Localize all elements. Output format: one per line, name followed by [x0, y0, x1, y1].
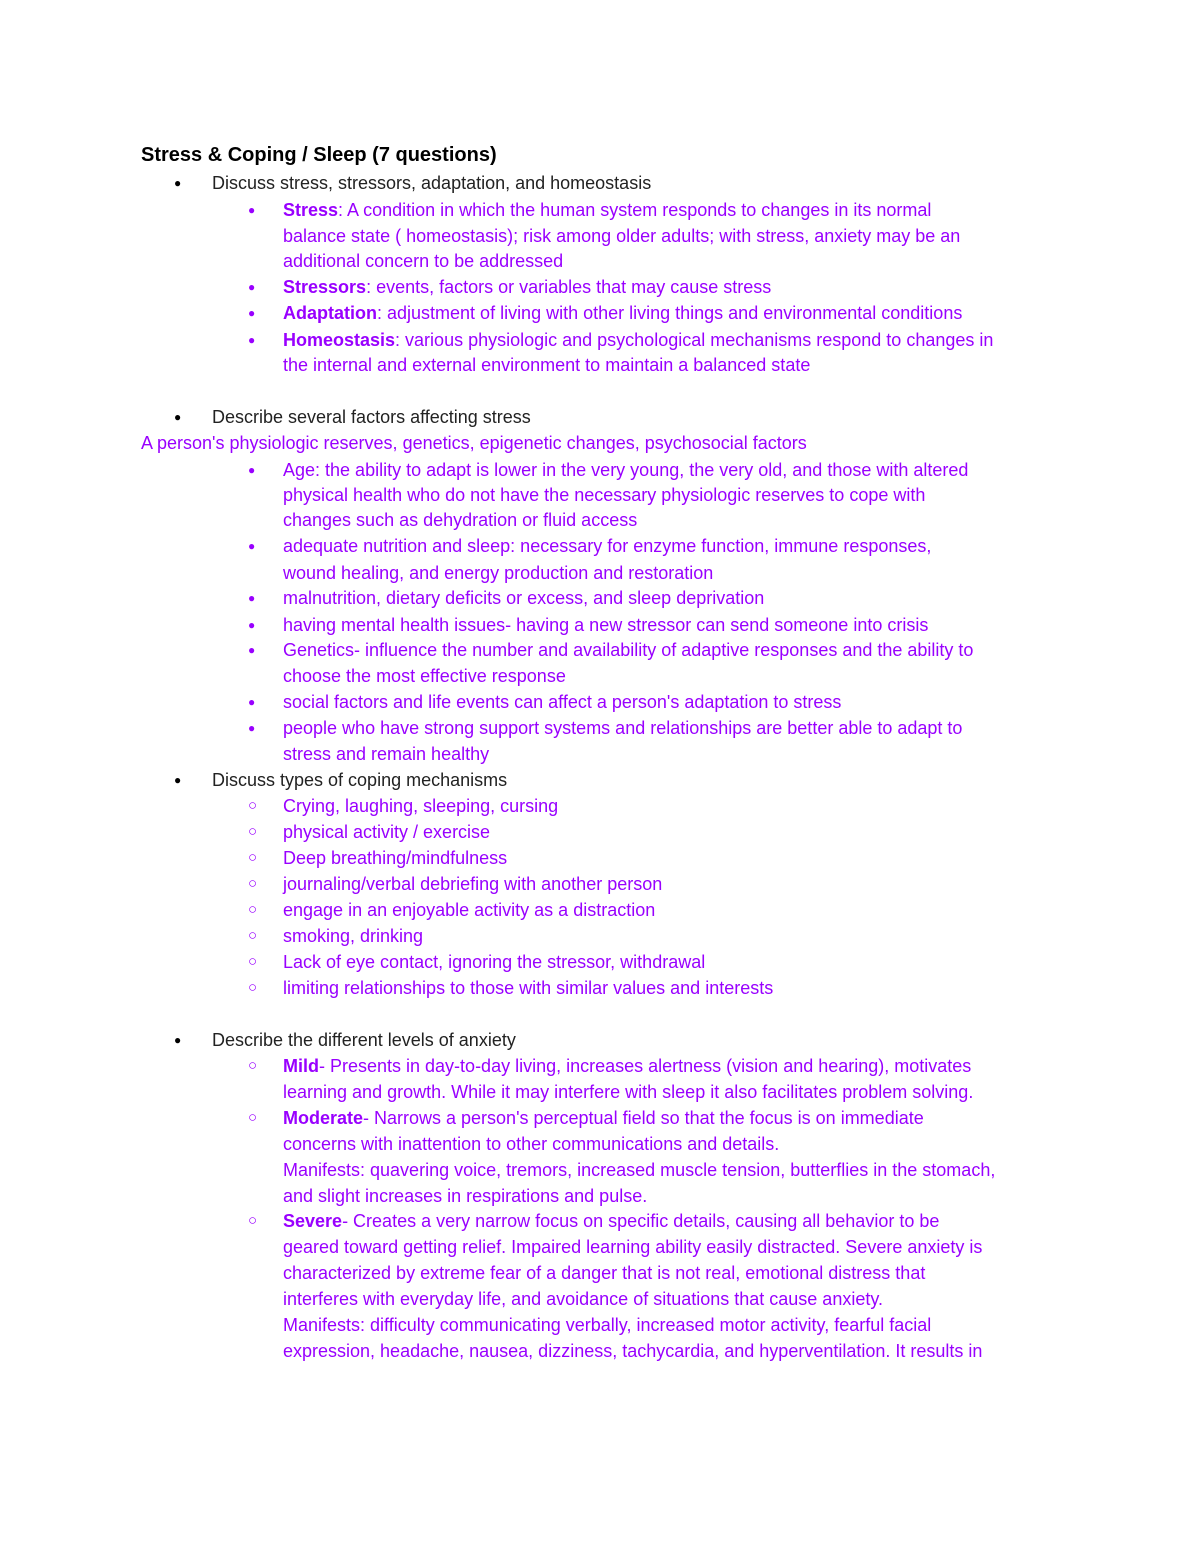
definition: - Narrows a person's perceptual field so that the focus is on immediate: [363, 1108, 924, 1128]
list-item-continuation: physical health who do not have the necessary physiologic reserves to cope with: [283, 485, 926, 505]
circle-bullet-icon: ○: [248, 1109, 258, 1126]
list-item: Lack of eye contact, ignoring the stressor, withdrawal: [283, 952, 706, 972]
bullet-icon: ●: [248, 333, 256, 347]
term: Stressors: [283, 277, 367, 297]
bullet-icon: ●: [248, 280, 256, 294]
circle-bullet-icon: ○: [248, 927, 258, 944]
list-item-continuation: and slight increases in respirations and pulse.: [283, 1186, 648, 1206]
section-intro: A person's physiologic reserves, genetics, epigenetic changes, psychosocial factors: [141, 433, 807, 453]
list-item: [283, 197, 931, 223]
term: Mild: [283, 1056, 319, 1076]
circle-bullet-icon: ○: [248, 1212, 258, 1229]
circle-bullet-icon: ○: [248, 849, 258, 866]
section-heading: Describe the different levels of anxiety: [212, 1030, 516, 1050]
term: Adaptation: [283, 303, 377, 323]
list-item: engage in an enjoyable activity as a distraction: [283, 900, 656, 920]
bullet-icon: ●: [174, 410, 182, 424]
term: Stress: [283, 200, 339, 220]
bullet-icon: ●: [248, 203, 256, 217]
bullet-icon: ●: [248, 695, 256, 709]
circle-bullet-icon: ○: [248, 953, 258, 970]
list-item: [283, 1105, 924, 1131]
list-item-continuation: learning and growth. While it may interfere with sleep it also facilitates problem solving.: [283, 1082, 974, 1102]
circle-bullet-icon: ○: [248, 901, 258, 918]
definition: : events, factors or variables that may cause stress: [366, 277, 772, 297]
list-item-continuation: wound healing, and energy production and restoration: [283, 563, 714, 583]
list-item: social factors and life events can affect a person's adaptation to stress: [283, 692, 842, 712]
list-item-continuation: Manifests: difficulty communicating verbally, increased motor activity, fearful facial: [283, 1315, 932, 1335]
list-item: smoking, drinking: [283, 926, 424, 946]
definition: - Creates a very narrow focus on specific details, causing all behavior to be: [342, 1211, 940, 1231]
bullet-icon: ●: [248, 463, 256, 477]
circle-bullet-icon: ○: [248, 979, 258, 996]
definition: : adjustment of living with other living things and environmental conditions: [377, 303, 963, 323]
bullet-icon: ●: [174, 773, 182, 787]
list-item-continuation: concerns with inattention to other communications and details.: [283, 1134, 780, 1154]
list-item: [283, 327, 993, 353]
circle-bullet-icon: ○: [248, 823, 258, 840]
list-item-continuation: interferes with everyday life, and avoidance of situations that cause anxiety.: [283, 1289, 884, 1309]
page-title: Stress & Coping / Sleep (7 questions): [141, 144, 497, 166]
circle-bullet-icon: ○: [248, 797, 258, 814]
circle-bullet-icon: ○: [248, 875, 258, 892]
bullet-icon: ●: [248, 591, 256, 605]
bullet-icon: ●: [248, 721, 256, 735]
list-item: Age: the ability to adapt is lower in the very young, the very old, and those with altered: [283, 460, 969, 480]
term: Homeostasis: [283, 330, 396, 350]
list-item-continuation: stress and remain healthy: [283, 744, 490, 764]
list-item: physical activity / exercise: [283, 822, 491, 842]
definition: - Presents in day-to-day living, increases alertness (vision and hearing), motivates: [319, 1056, 972, 1076]
list-item: people who have strong support systems and relationships are better able to adapt to: [283, 718, 963, 738]
list-item-continuation: expression, headache, nausea, dizziness, tachycardia, and hyperventilation. It results in: [283, 1341, 983, 1361]
list-item: journaling/verbal debriefing with another person: [283, 874, 663, 894]
list-item-continuation: Manifests: quavering voice, tremors, increased muscle tension, butterflies in the stomach,: [283, 1160, 996, 1180]
definition: : various physiologic and psychological mechanisms respond to changes in: [395, 330, 994, 350]
list-item: [283, 300, 962, 326]
list-item-continuation: characterized by extreme fear of a danger that is not real, emotional distress that: [283, 1263, 926, 1283]
bullet-icon: ●: [174, 176, 182, 190]
bullet-icon: ●: [248, 643, 256, 657]
bullet-icon: ●: [248, 306, 256, 320]
term: Moderate: [283, 1108, 364, 1128]
list-item: [283, 1208, 939, 1234]
list-item: Genetics- influence the number and availability of adaptive responses and the ability to: [283, 640, 974, 660]
list-item-continuation: the internal and external environment to maintain a balanced state: [283, 355, 811, 375]
list-item: malnutrition, dietary deficits or excess, and sleep deprivation: [283, 588, 765, 608]
list-item: adequate nutrition and sleep: necessary for enzyme function, immune responses,: [283, 536, 932, 556]
list-item-continuation: choose the most effective response: [283, 666, 566, 686]
section-heading: Discuss stress, stressors, adaptation, and homeostasis: [212, 173, 652, 193]
list-item-continuation: balance state ( homeostasis); risk among older adults; with stress, anxiety may be an: [283, 226, 961, 246]
definition: : A condition in which the human system responds to changes in its normal: [338, 200, 932, 220]
bullet-icon: ●: [248, 539, 256, 553]
bullet-icon: ●: [248, 618, 256, 632]
list-item: limiting relationships to those with similar values and interests: [283, 978, 774, 998]
list-item-continuation: additional concern to be addressed: [283, 251, 564, 271]
section-heading: Discuss types of coping mechanisms: [212, 770, 508, 790]
bullet-icon: ●: [174, 1033, 182, 1047]
circle-bullet-icon: ○: [248, 1057, 258, 1074]
list-item: Deep breathing/mindfulness: [283, 848, 508, 868]
list-item-continuation: geared toward getting relief. Impaired learning ability easily distracted. Severe anxiety is: [283, 1237, 983, 1257]
list-item-continuation: changes such as dehydration or fluid access: [283, 510, 638, 530]
list-item: Crying, laughing, sleeping, cursing: [283, 796, 559, 816]
section-heading: Describe several factors affecting stress: [212, 407, 531, 427]
list-item: having mental health issues- having a new stressor can send someone into crisis: [283, 615, 929, 635]
term: Severe: [283, 1211, 343, 1231]
list-item: [283, 1053, 971, 1079]
list-item: [283, 274, 771, 300]
